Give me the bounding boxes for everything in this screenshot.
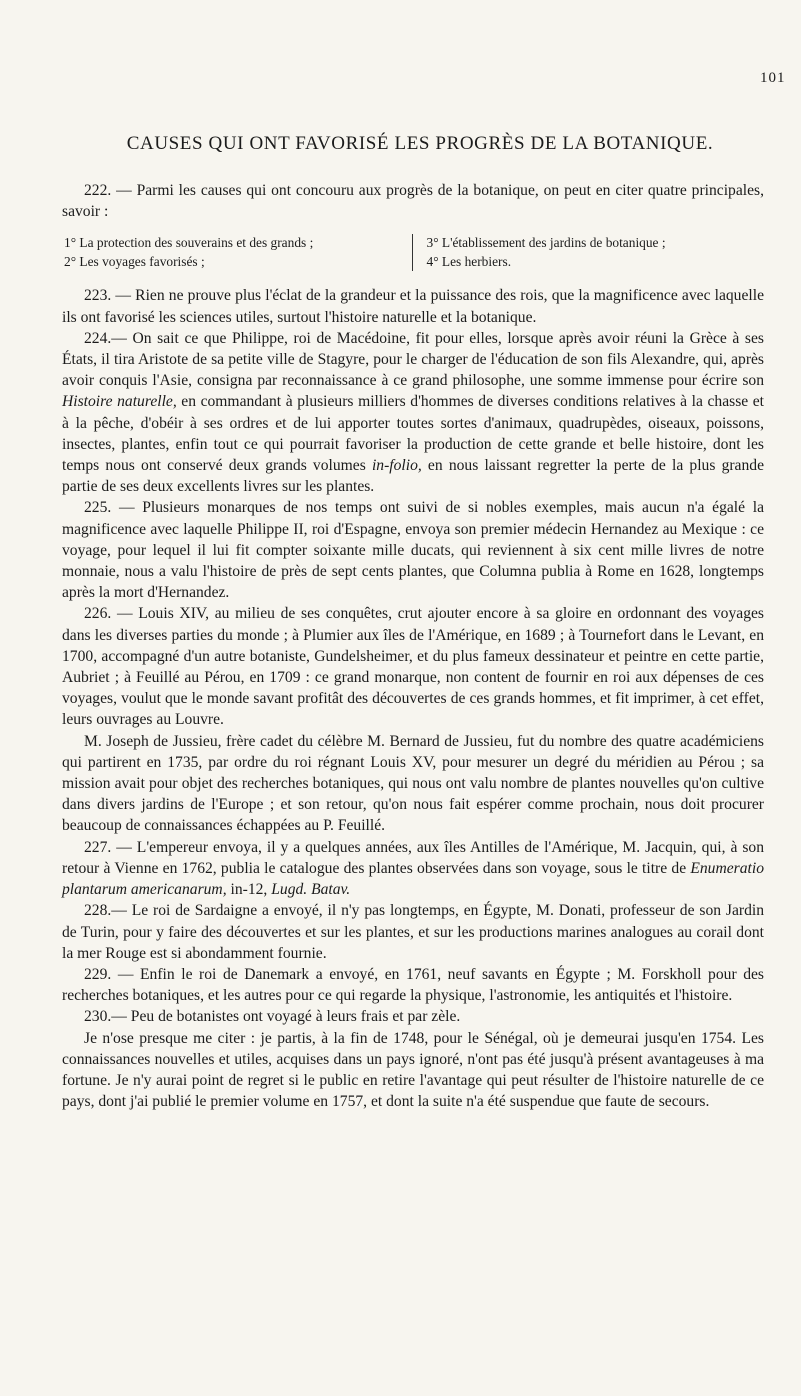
paragraph-227-title-enumeratio: Enumeratio plantarum americanarum, [62,859,764,899]
cause-item-1: 1° La protection des souverains et des grands ; [64,235,314,251]
paragraph-227-text-b: in-12, [226,881,272,899]
cause-item-4: 4° Les herbiers. [426,253,512,269]
paragraph-226-jussieu: M. Joseph de Jussieu, frère cadet du célèbre M. Bernard de Jussieu, fut du nombre des quatre académiciens qui partirent en 1735, par ordre du roi régnant Louis XV, pour mesurer un degré du méridien au Pérou ; sa mission avait pour objet des recherches botaniques, qui nous ont valu nombre de plantes nouvelles qu'on cultive dans divers jardins de l'Europe ; et son retour, qu'on nous fait espérer comme prochain, nous doit procurer beaucoup de connaissances échappées au P. Feuillé. [62,732,764,835]
causes-column-right [413,234,765,271]
paragraph-224-in-folio: in-folio, [371,457,422,475]
paragraph-229: 229. — Enfin le roi de Danemark a envoyé, en 1761, neuf savants en Égypte ; M. Forskholl pour des recherches botaniques, et les autres pour ce qui regarde la physique, l'astronomie, les antiquités et l'histoire. [62,965,764,1005]
paragraph-224-title-histoire: Histoire naturelle, [62,393,177,411]
paragraph-227-text-a: 227. — L'empereur envoya, il y a quelques années, aux îles Antilles de l'Amérique, M. Jacquin, qui, à son retour à Vienne en 1762, publia le catalogue des plantes observées dans son voyage, sous le titre de [62,838,764,877]
page-body [62,180,764,1112]
paragraph-226: 226. — Louis XIV, au milieu de ses conquêtes, crut ajouter encore à sa gloire en ordonnant des voyages dans les diverses parties du monde ; à Plumier aux îles de l'Amérique, en 1689 ; à Tournefort dans le Levant, en 1700, accompagné d'un autre botaniste, Gundelsheimer, et du plus fameux dessinateur et peintre en cette partie, Aubriet ; à Feuillé au Pérou, en 1709 : ce grand monarque, non content de fournir en roi aux dépenses de ces voyages, voulut que le monde savant profitât des découvertes de ces grands hommes, et fit imprimer, à cet effet, leurs ouvrages au Louvre. [62,605,764,729]
chapter-title: CAUSES QUI ONT FAVORISÉ LES PROGRÈS DE LA BOTANIQUE. [126,133,714,154]
paragraph-230-senegal: Je n'ose presque me citer : je partis, à la fin de 1748, pour le Sénégal, où je demeurai jusqu'en 1754. Les connaissances nouvelles et utiles, acquises dans un pays ignoré, n'ont pas été jusqu'à présent avantageuses à ma fortune. Je n'y aurai point de regret si le public en retire l'avantage qui peut résulter de l'histoire naturelle de ce pays, dont j'ai publié le premier volume en 1757, et dont la suite n'a été suspendue que faute de secours. [62,1029,764,1111]
paragraph-227 [62,837,764,901]
paragraph-224-text-b: en commandant à plusieurs milliers d'hommes de diverses conditions relatives à la chasse et à la pêche, d'obéir à ses ordres et de lui apporter toutes sortes d'animaux, quadrupèdes, oiseaux, poissons, insectes, plantes, enfin tout ce qui pourrait favoriser la production de cette grande et belle histoire, dont les temps nous ont conservé deux grands volumes [62,393,765,475]
paragraph-224-text-c: en nous laissant regretter la perte de la plus grande partie de ses deux excellents livres sur les plantes. [62,457,764,496]
paragraph-225: 225. — Plusieurs monarques de nos temps ont suivi de si nobles exemples, mais aucun n'a égalé la magnificence avec laquelle Philippe II, roi d'Espagne, envoya son premier médecin Hernandez au Mexique : ce voyage, pour lequel il lui fit compter soixante mille ducats, qui reviennent à six cent mille livres de notre monnaie, nous a valu l'histoire de près de sept cents plantes, que Columna publia à Rome en 1628, longtemps après la mort d'Hernandez. [62,499,764,602]
causes-list [64,234,764,271]
cause-item-3: 3° L'établissement des jardins de botanique ; [426,235,666,251]
paragraph-223: 223. — Rien ne prouve plus l'éclat de la grandeur et la puissance des rois, que la magnificence avec laquelle ils ont favorisé les sciences utiles, surtout l'histoire naturelle et la botanique. [62,287,764,326]
cause-item-2: 2° Les voyages favorisés ; [64,253,205,269]
paragraph-222: 222. — Parmi les causes qui ont concouru aux progrès de la botanique, on peut en citer quatre principales, savoir : [62,182,764,221]
causes-column-left [64,234,413,271]
paragraph-224-text-a: 224.— On sait ce que Philippe, roi de Macédoine, fit pour elles, lorsque après avoir réuni la Grèce à ses États, il tira Aristote de sa petite ville de Stagyre, pour le charger de l'éducation de son fils Alexandre, qui, après avoir conquis l'Asie, consigna par reconnaissance à ce grand philosophe, une somme immense pour écrire son [62,329,764,390]
paragraph-224 [62,328,764,498]
paragraph-230: 230.— Peu de botanistes ont voyagé à leurs frais et par zèle. [84,1008,461,1026]
page-number: 101 [760,70,786,86]
paragraph-228: 228.— Le roi de Sardaigne a envoyé, il n'y pas longtemps, en Égypte, M. Donati, professeur de son Jardin de Turin, pour y faire des découvertes et sur les plantes, et sur les productions marines analogues au corail dont la mer Rouge est si abondamment fournie. [62,902,764,962]
paragraph-227-lugd-batav: Lugd. Batav. [271,881,351,899]
